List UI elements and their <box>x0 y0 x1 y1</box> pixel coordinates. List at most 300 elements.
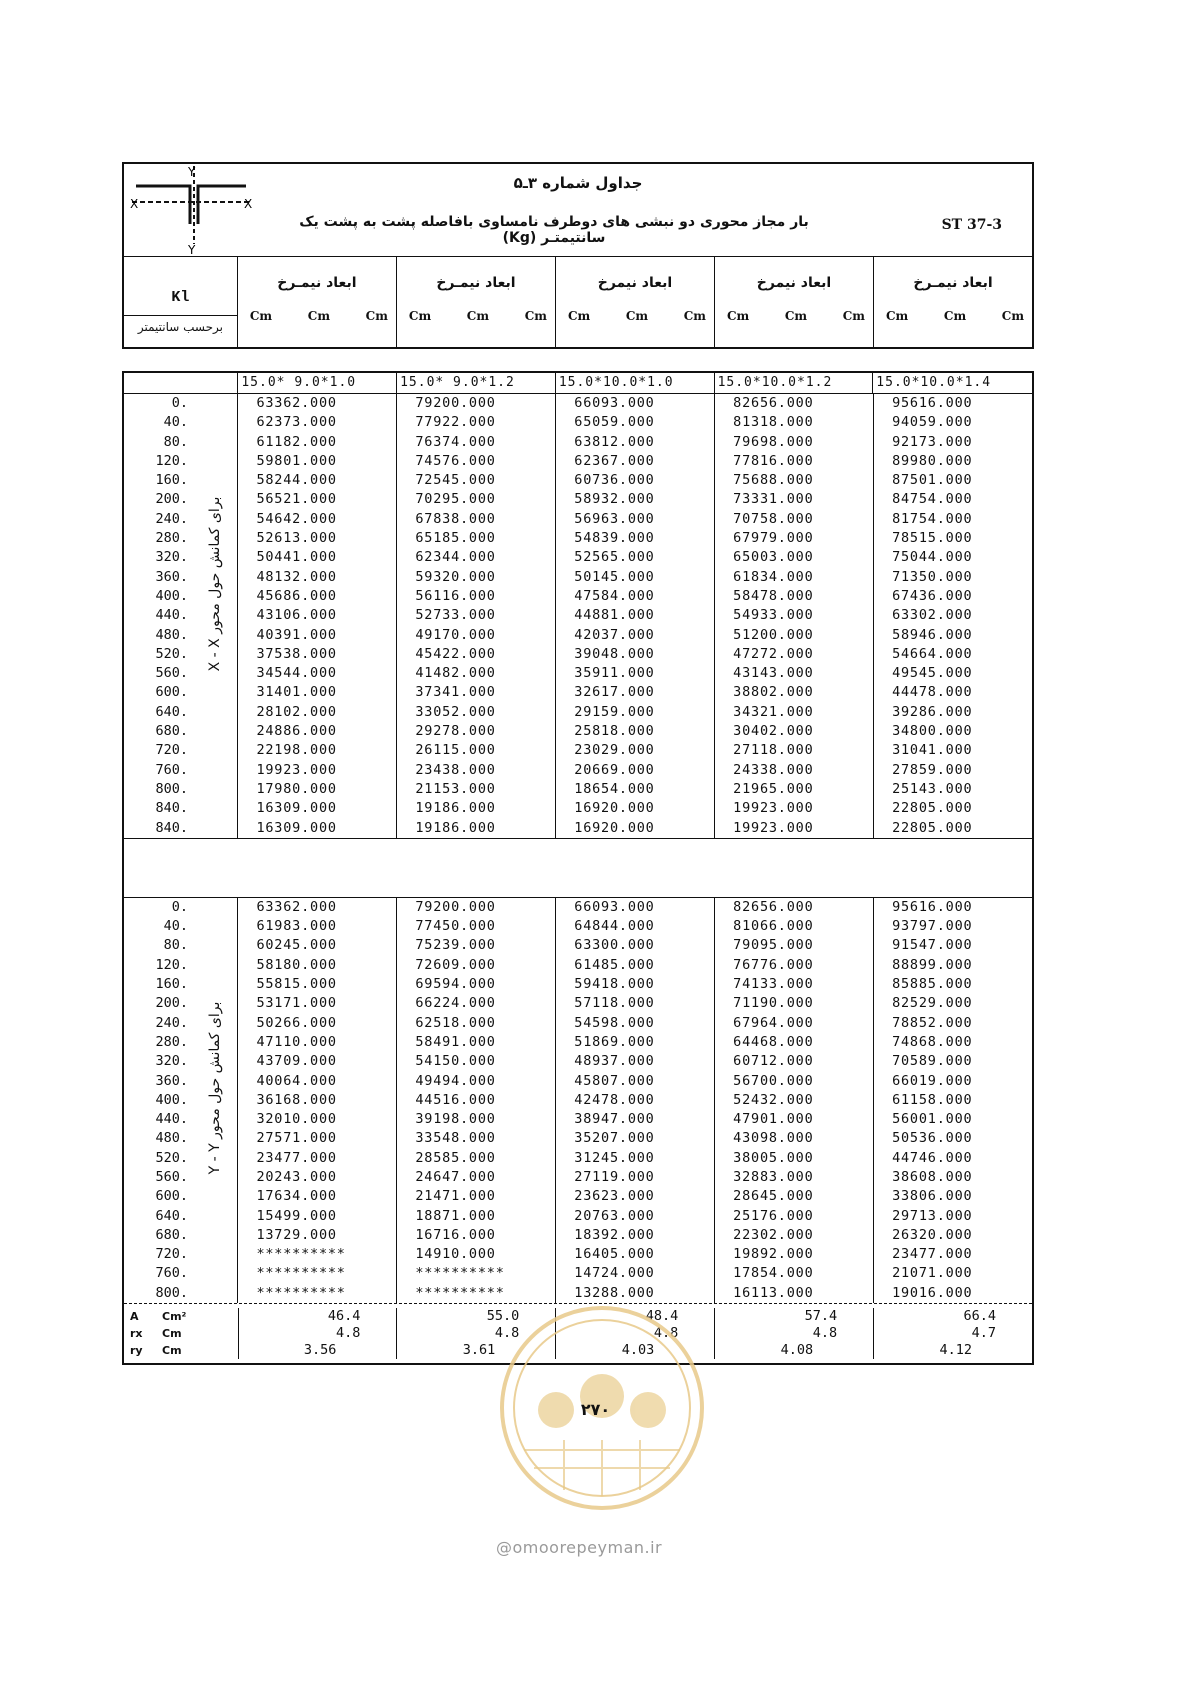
load-value: 56116.000 <box>415 587 496 604</box>
kl-value: 200. <box>155 995 188 1012</box>
section-size: 15.0*10.0*1.2 <box>715 373 874 393</box>
load-value: 78852.000 <box>892 1014 973 1031</box>
load-value: 51869.000 <box>574 1033 655 1050</box>
load-value: 38608.000 <box>892 1168 973 1185</box>
load-value: 81754.000 <box>892 510 973 527</box>
svg-text:Y: Y <box>188 243 196 256</box>
load-value: 23623.000 <box>574 1188 655 1205</box>
load-value: 70589.000 <box>892 1053 973 1070</box>
kl-value: 400. <box>155 1091 188 1108</box>
kl-label: Kl <box>171 289 190 306</box>
load-value: 17634.000 <box>256 1188 337 1205</box>
load-value: 25818.000 <box>574 723 655 740</box>
load-value: 62367.000 <box>574 452 655 469</box>
load-value: 16113.000 <box>733 1284 814 1301</box>
load-value: 43143.000 <box>733 665 814 682</box>
load-value: 21471.000 <box>415 1188 496 1205</box>
dim-title: ابعاد نیمـرخ <box>913 275 993 291</box>
section-size: 15.0* 9.0*1.0 <box>238 373 397 393</box>
load-value: 67964.000 <box>733 1014 814 1031</box>
load-value: 63362.000 <box>256 395 337 411</box>
load-column <box>396 898 555 1303</box>
load-value: 22198.000 <box>256 742 337 759</box>
load-value: 36168.000 <box>256 1091 337 1108</box>
load-value: 67979.000 <box>733 530 814 547</box>
kl-value: 640. <box>155 703 188 720</box>
kl-value: 560. <box>155 665 188 682</box>
section-size-blank <box>124 373 238 393</box>
load-value: 52565.000 <box>574 549 655 566</box>
load-value: 54933.000 <box>733 607 814 624</box>
load-value: 45422.000 <box>415 645 496 662</box>
load-value: 60736.000 <box>574 472 655 489</box>
kl-value: 0. <box>171 898 188 915</box>
load-value: 56521.000 <box>256 491 337 508</box>
axis-label-text: برای کمانش حول محور Y - Y <box>207 1001 223 1175</box>
unit-label: Cm <box>408 309 432 323</box>
load-value: 28585.000 <box>415 1149 496 1166</box>
load-value: 19923.000 <box>256 761 337 778</box>
load-value: 89980.000 <box>892 452 973 469</box>
property-column <box>714 1308 873 1359</box>
kl-value: 320. <box>155 1053 188 1070</box>
property-symbol: ry <box>130 1344 143 1358</box>
load-value: 95616.000 <box>892 395 973 411</box>
unit-label: Cm <box>567 309 591 323</box>
table-sheet <box>122 162 1034 1365</box>
unit-label: Cm <box>784 309 808 323</box>
load-value: 31245.000 <box>574 1149 655 1166</box>
load-value: 37538.000 <box>256 645 337 662</box>
load-value: 16920.000 <box>574 819 655 836</box>
kl-value: 720. <box>155 1246 188 1263</box>
load-column <box>714 394 873 838</box>
load-value: 43098.000 <box>733 1130 814 1147</box>
load-table <box>122 371 1034 1365</box>
table-number: جداول شماره ۳ـ۵ <box>513 174 643 192</box>
property-value: 4.03 <box>621 1342 655 1359</box>
watermark: @omoorepeyman.ir <box>496 1538 663 1557</box>
load-value: 70758.000 <box>733 510 814 527</box>
load-value: 63362.000 <box>256 898 337 915</box>
kl-unit: برحسب سانتیمتر <box>124 315 237 334</box>
load-value: 32617.000 <box>574 684 655 701</box>
load-value: 74868.000 <box>892 1033 973 1050</box>
load-value: 81318.000 <box>733 414 814 431</box>
load-value: 45686.000 <box>256 587 337 604</box>
load-value: 21153.000 <box>415 780 496 797</box>
load-value: 13729.000 <box>256 1226 337 1243</box>
kl-value: 520. <box>155 645 188 662</box>
kl-value: 600. <box>155 684 188 701</box>
load-value: 23477.000 <box>892 1246 973 1263</box>
load-value: 54642.000 <box>256 510 337 527</box>
unit-label: Cm <box>1001 309 1025 323</box>
load-value: 76374.000 <box>415 433 496 450</box>
load-value: 39286.000 <box>892 703 973 720</box>
load-value: 58932.000 <box>574 491 655 508</box>
load-value: 63812.000 <box>574 433 655 450</box>
load-value: 28645.000 <box>733 1188 814 1205</box>
load-value: 60245.000 <box>256 937 337 954</box>
load-value: 24338.000 <box>733 761 814 778</box>
load-value: 93797.000 <box>892 918 973 935</box>
load-value: 19186.000 <box>415 819 496 836</box>
load-value: 59418.000 <box>574 976 655 993</box>
load-value: 13288.000 <box>574 1284 655 1301</box>
load-value: ********** <box>415 1265 505 1282</box>
load-value: 58180.000 <box>256 956 337 973</box>
load-value: 94059.000 <box>892 414 973 431</box>
kl-column <box>124 898 237 1303</box>
property-unit: Cm <box>162 1344 182 1358</box>
load-value: 26320.000 <box>892 1226 973 1243</box>
load-value: 16920.000 <box>574 800 655 817</box>
load-value: 29159.000 <box>574 703 655 720</box>
load-value: 54150.000 <box>415 1053 496 1070</box>
load-value: 62373.000 <box>256 414 337 431</box>
load-value: 62518.000 <box>415 1014 496 1031</box>
load-value: 39198.000 <box>415 1111 496 1128</box>
property-unit: Cm² <box>162 1310 187 1324</box>
load-value: 27859.000 <box>892 761 973 778</box>
load-value: 65059.000 <box>574 414 655 431</box>
property-value: 48.4 <box>645 1308 679 1325</box>
kl-value: 40. <box>163 414 188 431</box>
unit-label: Cm <box>307 309 331 323</box>
load-value: 47272.000 <box>733 645 814 662</box>
kl-column <box>124 394 237 838</box>
dim-units <box>727 309 865 323</box>
load-value: 61983.000 <box>256 918 337 935</box>
load-value: 37341.000 <box>415 684 496 701</box>
load-value: 33806.000 <box>892 1188 973 1205</box>
load-value: 25176.000 <box>733 1207 814 1224</box>
load-value: 24886.000 <box>256 723 337 740</box>
load-value: 58491.000 <box>415 1033 496 1050</box>
property-value: 66.4 <box>963 1308 997 1325</box>
axis-side-label <box>200 968 230 1208</box>
load-value: 23029.000 <box>574 742 655 759</box>
load-value: 52613.000 <box>256 530 337 547</box>
property-value: 4.7 <box>971 1325 997 1342</box>
load-column <box>714 898 873 1303</box>
load-value: 35911.000 <box>574 665 655 682</box>
load-column <box>237 898 396 1303</box>
kl-value: 680. <box>155 723 188 740</box>
load-value: 59320.000 <box>415 568 496 585</box>
load-value: 69594.000 <box>415 976 496 993</box>
load-value: ********** <box>415 1284 505 1301</box>
load-value: 43709.000 <box>256 1053 337 1070</box>
property-value: 4.8 <box>336 1325 361 1342</box>
load-value: 61485.000 <box>574 956 655 973</box>
kl-value: 320. <box>155 549 188 566</box>
load-value: 39048.000 <box>574 645 655 662</box>
kl-value: 800. <box>155 780 188 797</box>
unit-label: Cm <box>842 309 865 323</box>
property-labels <box>124 1308 238 1359</box>
dim-units <box>409 309 547 323</box>
load-value: 67838.000 <box>415 510 496 527</box>
unit-label: Cm <box>726 309 750 323</box>
load-value: 61158.000 <box>892 1091 973 1108</box>
load-value: 16309.000 <box>256 819 337 836</box>
load-value: 47110.000 <box>256 1033 337 1050</box>
load-value: 16405.000 <box>574 1246 655 1263</box>
kl-value: 480. <box>155 1130 188 1147</box>
load-value: 61182.000 <box>256 433 337 450</box>
load-value: 49170.000 <box>415 626 496 643</box>
load-value: 54839.000 <box>574 530 655 547</box>
kl-value: 0. <box>171 395 188 411</box>
load-value: 33052.000 <box>415 703 496 720</box>
load-value: 24647.000 <box>415 1168 496 1185</box>
property-value: 4.08 <box>780 1342 814 1359</box>
load-value: 17854.000 <box>733 1265 814 1282</box>
load-value: 52432.000 <box>733 1091 814 1108</box>
load-value: 27571.000 <box>256 1130 337 1147</box>
load-value: 67436.000 <box>892 587 973 604</box>
property-value: 4.8 <box>812 1325 838 1342</box>
load-value: 77922.000 <box>415 414 496 431</box>
load-value: 50441.000 <box>256 549 337 566</box>
property-symbol: rx <box>130 1327 143 1341</box>
property-value: 4.8 <box>653 1325 679 1342</box>
dim-header-1 <box>397 257 556 347</box>
load-value: 14910.000 <box>415 1246 496 1263</box>
property-symbol: A <box>130 1310 139 1324</box>
kl-value: 280. <box>155 530 188 547</box>
load-value: 31041.000 <box>892 742 973 759</box>
load-value: 19186.000 <box>415 800 496 817</box>
kl-value: 160. <box>155 472 188 489</box>
block-y-axis <box>124 898 1032 1303</box>
property-value: 55.0 <box>486 1308 520 1325</box>
load-value: 71190.000 <box>733 995 814 1012</box>
load-value: 72545.000 <box>415 472 496 489</box>
load-value: 66093.000 <box>574 395 655 411</box>
load-column <box>555 898 714 1303</box>
kl-value: 440. <box>155 607 188 624</box>
load-value: 29278.000 <box>415 723 496 740</box>
property-column <box>873 1308 1032 1359</box>
load-value: 20669.000 <box>574 761 655 778</box>
load-value: 35207.000 <box>574 1130 655 1147</box>
kl-value: 760. <box>155 1265 188 1282</box>
load-value: 77816.000 <box>733 452 814 469</box>
load-value: 65185.000 <box>415 530 496 547</box>
axis-label-text: برای کمانش حول محور X - X <box>207 496 223 672</box>
load-value: 66019.000 <box>892 1072 973 1089</box>
load-value: 19892.000 <box>733 1246 814 1263</box>
property-value: 3.61 <box>462 1342 496 1359</box>
load-value: 18392.000 <box>574 1226 655 1243</box>
unit-label: Cm <box>943 309 967 323</box>
load-value: 57118.000 <box>574 995 655 1012</box>
load-value: 42478.000 <box>574 1091 655 1108</box>
dim-header-4 <box>874 257 1032 347</box>
load-value: 27119.000 <box>574 1168 655 1185</box>
load-value: 29713.000 <box>892 1207 973 1224</box>
load-value: 72609.000 <box>415 956 496 973</box>
svg-text:Y: Y <box>188 165 196 179</box>
kl-value: 720. <box>155 742 188 759</box>
load-value: 76776.000 <box>733 956 814 973</box>
kl-value: 240. <box>155 1014 188 1031</box>
load-value: 73331.000 <box>733 491 814 508</box>
load-value: 64468.000 <box>733 1033 814 1050</box>
load-value: 95616.000 <box>892 898 973 915</box>
property-unit: Cm <box>162 1327 182 1341</box>
load-value: 19016.000 <box>892 1284 973 1301</box>
kl-value: 80. <box>163 937 188 954</box>
load-value: 34544.000 <box>256 665 337 682</box>
property-label-row <box>124 1308 238 1325</box>
section-size: 15.0* 9.0*1.2 <box>397 373 556 393</box>
unit-label: Cm <box>365 309 388 323</box>
load-value: 78515.000 <box>892 530 973 547</box>
property-column <box>238 1308 397 1359</box>
unit-label: Cm <box>625 309 649 323</box>
property-value: 3.56 <box>303 1342 337 1359</box>
load-value: 22805.000 <box>892 819 973 836</box>
load-value: 16309.000 <box>256 800 337 817</box>
load-value: 53171.000 <box>256 995 337 1012</box>
kl-value: 560. <box>155 1168 188 1185</box>
load-column <box>237 394 396 838</box>
load-value: 85885.000 <box>892 976 973 993</box>
load-value: 79095.000 <box>733 937 814 954</box>
kl-value: 800. <box>155 1284 188 1301</box>
kl-value: 600. <box>155 1188 188 1205</box>
unit-label: Cm <box>683 309 706 323</box>
load-value: 28102.000 <box>256 703 337 720</box>
load-column <box>873 394 1032 838</box>
load-value: 66224.000 <box>415 995 496 1012</box>
kl-value: 760. <box>155 761 188 778</box>
load-value: 81066.000 <box>733 918 814 935</box>
kl-value: 400. <box>155 587 188 604</box>
load-value: 14724.000 <box>574 1265 655 1282</box>
load-value: 74133.000 <box>733 976 814 993</box>
load-value: 20763.000 <box>574 1207 655 1224</box>
unit-label: Cm <box>466 309 490 323</box>
dim-units <box>886 309 1024 323</box>
load-value: 45807.000 <box>574 1072 655 1089</box>
load-value: 91547.000 <box>892 937 973 954</box>
load-value: 54664.000 <box>892 645 973 662</box>
load-value: 15499.000 <box>256 1207 337 1224</box>
block-x-axis <box>124 394 1032 838</box>
load-value: 16716.000 <box>415 1226 496 1243</box>
load-value: 71350.000 <box>892 568 973 585</box>
load-value: 27118.000 <box>733 742 814 759</box>
load-value: 38947.000 <box>574 1111 655 1128</box>
load-value: 82656.000 <box>733 395 814 411</box>
load-value: 41482.000 <box>415 665 496 682</box>
kl-value: 840. <box>155 819 188 836</box>
load-value: 44881.000 <box>574 607 655 624</box>
load-value: 22805.000 <box>892 800 973 817</box>
axis-side-label <box>200 464 230 704</box>
load-value: 26115.000 <box>415 742 496 759</box>
dim-title: ابعاد نیمـرخ <box>436 275 516 291</box>
dim-title: ابعاد نیمرخ <box>597 275 673 291</box>
kl-values <box>124 898 188 1303</box>
load-value: 22302.000 <box>733 1226 814 1243</box>
load-value: ********** <box>256 1246 346 1263</box>
svg-text:X: X <box>130 197 139 211</box>
kl-value: 80. <box>163 433 188 450</box>
load-value: 87501.000 <box>892 472 973 489</box>
load-value: 56963.000 <box>574 510 655 527</box>
load-value: 77450.000 <box>415 918 496 935</box>
load-value: 23438.000 <box>415 761 496 778</box>
load-value: 75688.000 <box>733 472 814 489</box>
dim-header-2 <box>556 257 715 347</box>
kl-value: 120. <box>155 956 188 973</box>
property-label-row <box>124 1342 238 1359</box>
load-value: 25143.000 <box>892 780 973 797</box>
load-value: 42037.000 <box>574 626 655 643</box>
kl-value: 440. <box>155 1111 188 1128</box>
steel-grade: ST 37-3 <box>941 217 1002 233</box>
load-value: 50145.000 <box>574 568 655 585</box>
load-value: 55815.000 <box>256 976 337 993</box>
load-value: 70295.000 <box>415 491 496 508</box>
kl-value: 680. <box>155 1226 188 1243</box>
load-value: 75239.000 <box>415 937 496 954</box>
unit-label: Cm <box>524 309 547 323</box>
load-value: 74576.000 <box>415 452 496 469</box>
load-value: 32883.000 <box>733 1168 814 1185</box>
kl-value: 200. <box>155 491 188 508</box>
kl-value: 360. <box>155 568 188 585</box>
load-value: 49494.000 <box>415 1072 496 1089</box>
kl-value: 240. <box>155 510 188 527</box>
load-value: 30402.000 <box>733 723 814 740</box>
kl-value: 360. <box>155 1072 188 1089</box>
load-value: 19923.000 <box>733 800 814 817</box>
dim-units <box>250 309 388 323</box>
load-value: 62344.000 <box>415 549 496 566</box>
kl-header <box>124 257 238 347</box>
dim-title: ابعاد نیمرخ <box>756 275 832 291</box>
load-value: 56700.000 <box>733 1072 814 1089</box>
load-value: 18871.000 <box>415 1207 496 1224</box>
page-number: ۲۷۰ <box>580 1400 611 1419</box>
table-header <box>122 162 1034 257</box>
load-value: 47901.000 <box>733 1111 814 1128</box>
kl-value: 120. <box>155 452 188 469</box>
property-value: 4.12 <box>939 1342 973 1359</box>
load-value: 60712.000 <box>733 1053 814 1070</box>
load-value: 40064.000 <box>256 1072 337 1089</box>
load-value: 34800.000 <box>892 723 973 740</box>
load-value: ********** <box>256 1265 346 1282</box>
kl-value: 40. <box>163 918 188 935</box>
dim-header-0 <box>238 257 397 347</box>
load-value: 34321.000 <box>733 703 814 720</box>
svg-text:X: X <box>244 197 253 211</box>
kl-value: 840. <box>155 800 188 817</box>
load-value: 38802.000 <box>733 684 814 701</box>
load-value: 54598.000 <box>574 1014 655 1031</box>
load-value: 44746.000 <box>892 1149 973 1166</box>
load-value: 23477.000 <box>256 1149 337 1166</box>
load-value: 88899.000 <box>892 956 973 973</box>
